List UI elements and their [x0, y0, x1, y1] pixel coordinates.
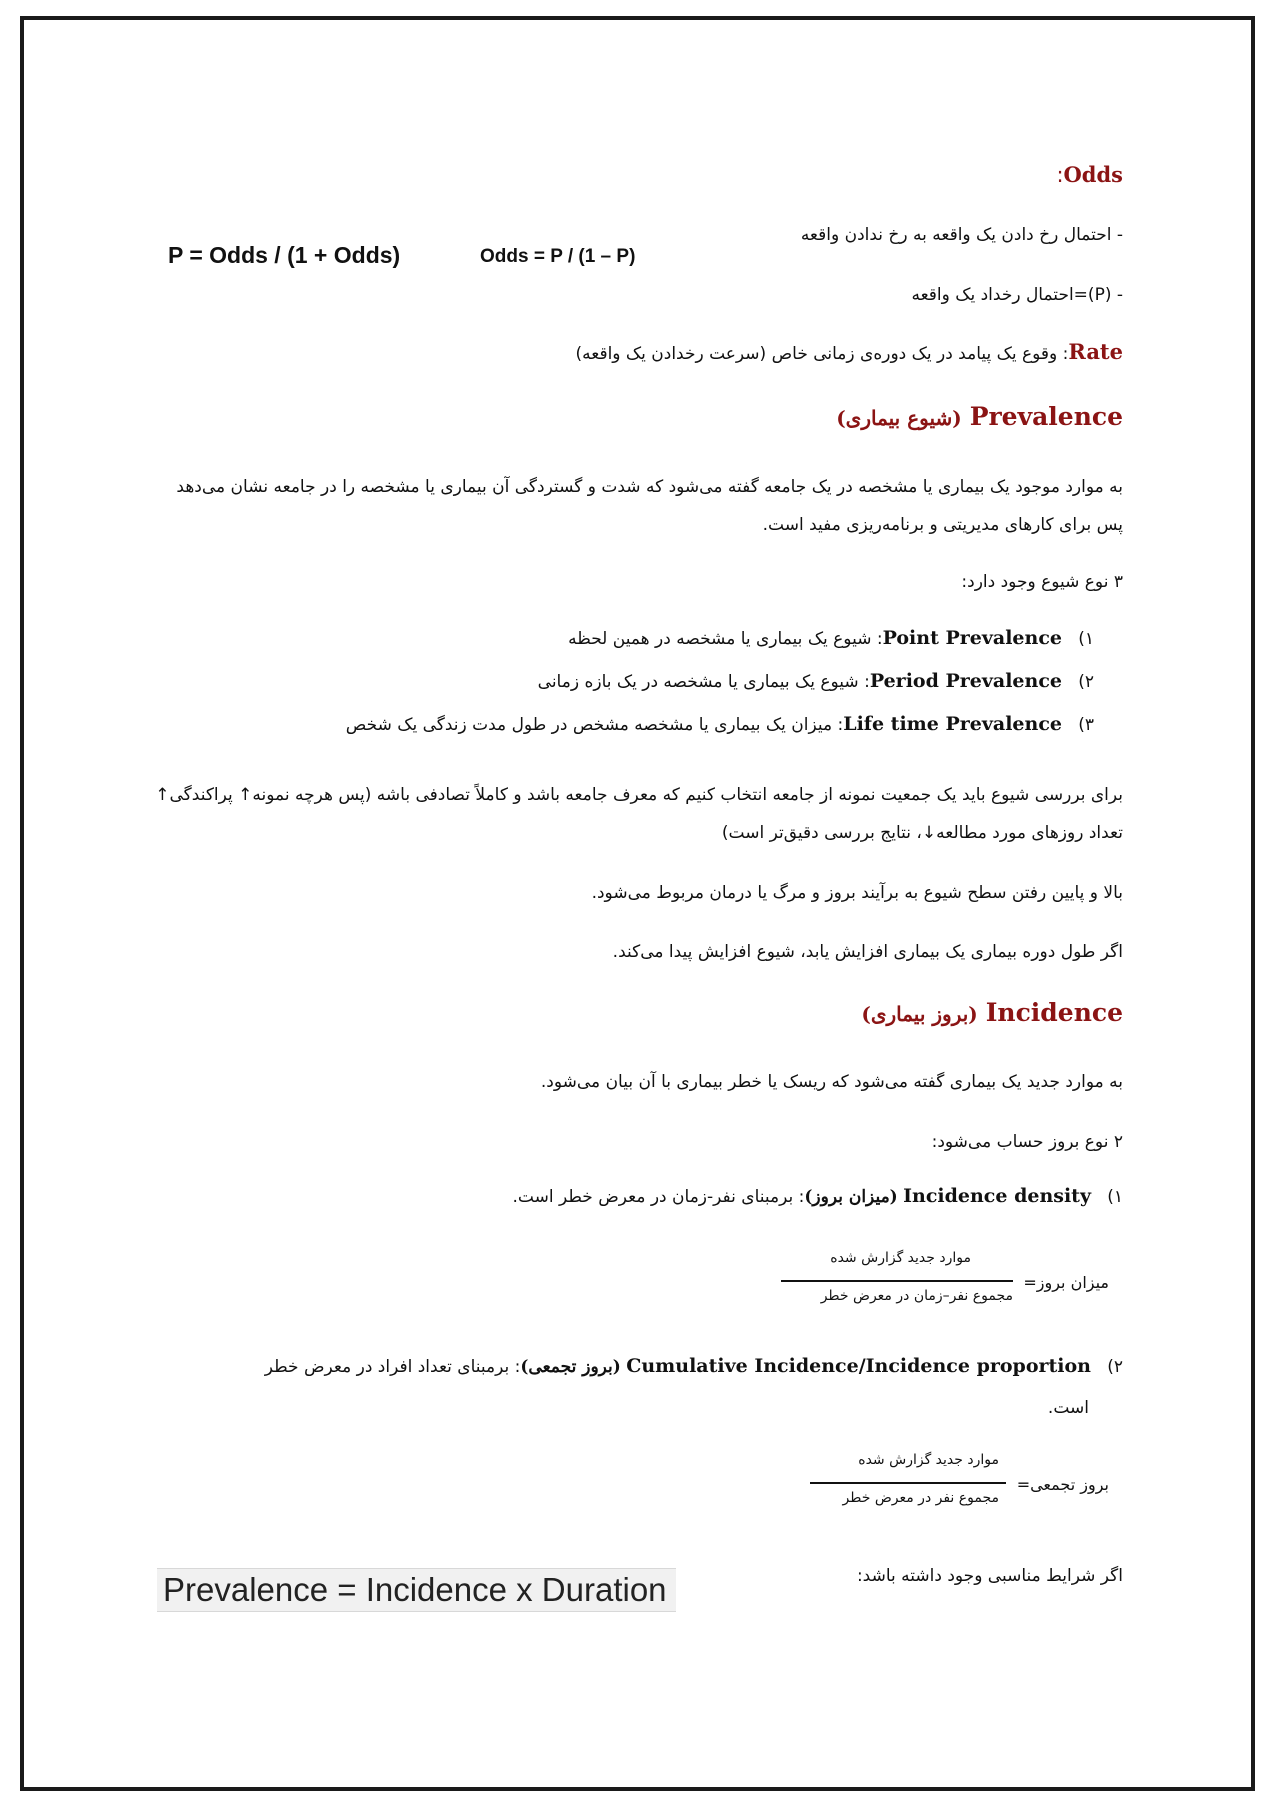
cumulative-incidence-formula — [809, 1447, 1109, 1517]
incidence-item-1 — [513, 1184, 1124, 1209]
prevalence-paragraph-2: برای بررسی شیوع باید یک جمعیت نمونه از جامعه انتخاب کنیم که معرف جامعه باشد و کاملاً تصادفی باشه (پس هرچه نمونه↑ پراکندگی↑ تعداد روزهای مورد مطالعه↓، نتایج بررسی دقیق‌تر است) — [155, 785, 1123, 843]
item-number: ۱) — [1078, 629, 1094, 649]
formula-denominator: مجموع نفر در معرض خطر — [842, 1490, 999, 1506]
incidence-types-intro: ۲ نوع بروز حساب می‌شود: — [931, 1132, 1123, 1152]
odds-formula-left: P = Odds / (1 + Odds) — [168, 242, 401, 268]
odds-line-2: - (P)=احتمال رخداد یک واقعه — [911, 285, 1123, 305]
incidence-density-formula — [779, 1245, 1109, 1315]
item-desc: : برمبنای تعداد افراد در معرض خطر — [264, 1357, 521, 1377]
incidence-heading — [861, 996, 1123, 1031]
prevalence-heading-en: Prevalence — [969, 402, 1123, 431]
item-term: Period Prevalence — [869, 670, 1062, 692]
item-number: ۱) — [1107, 1187, 1123, 1207]
item-number: ۲) — [1078, 672, 1094, 692]
item-term: Life time Prevalence — [843, 713, 1062, 735]
rate-text: : وقوع یک پیامد در یک دوره‌ی زمانی خاص (سرعت رخدادن یک واقعه) — [575, 344, 1069, 364]
prevalence-formula-box — [157, 1568, 676, 1612]
item-desc: : میزان یک بیماری یا مشخصه مشخص در طول مدت زندگی یک شخص — [345, 715, 844, 735]
odds-colon: : — [1056, 163, 1064, 187]
odds-formula-right: Odds = P / (1 – P) — [480, 246, 636, 267]
incidence-item-2-cont: است. — [1047, 1398, 1089, 1418]
item-desc: : شیوع یک بیماری یا مشخصه در یک بازه زمانی — [537, 672, 870, 692]
prevalence-type-item — [346, 712, 1094, 737]
incidence-heading-fa: (بروز بیماری) — [861, 1002, 978, 1026]
incidence-heading-en: Incidence — [985, 998, 1123, 1027]
relation-intro: اگر شرایط مناسبی وجود داشته باشد: — [856, 1566, 1123, 1586]
item-desc: : شیوع یک بیماری یا مشخصه در همین لحظه — [568, 629, 883, 649]
incidence-paragraph-1: به موارد جدید یک بیماری گفته می‌شود که ریسک یا خطر بیماری با آن بیان می‌شود. — [540, 1072, 1123, 1092]
formula-denominator: مجموع نفر–زمان در معرض خطر — [820, 1288, 1013, 1304]
item-term: Cumulative Incidence/Incidence proportion — [626, 1355, 1091, 1377]
item-term-fa: (میزان بروز) — [804, 1187, 898, 1207]
item-term: Point Prevalence — [882, 627, 1062, 649]
item-number: ۲) — [1107, 1357, 1123, 1377]
rate-term: Rate — [1068, 339, 1123, 364]
formula-numerator: موارد جدید گزارش شده — [858, 1452, 999, 1468]
formula-numerator: موارد جدید گزارش شده — [830, 1250, 971, 1266]
prevalence-type-item — [538, 669, 1094, 694]
item-term-fa: (بروز تجمعی) — [520, 1357, 621, 1377]
item-number: ۳) — [1078, 715, 1094, 735]
formula-label: بروز تجمعی= — [1016, 1475, 1109, 1494]
prevalence-paragraph-1: به موارد موجود یک بیماری یا مشخصه در یک جامعه گفته می‌شود که شدت و گستردگی آن بیماری یا مشخصه را در جامعه نشان می‌دهد پس برای کارهای مدیریتی و برنامه‌ریزی مفید است. — [176, 477, 1123, 535]
item-term: Incidence density — [903, 1185, 1091, 1207]
odds-heading — [1056, 161, 1123, 189]
prevalence-formula: Prevalence = Incidence x Duration — [163, 1571, 667, 1608]
prevalence-heading — [836, 400, 1123, 435]
odds-title: Odds — [1063, 162, 1123, 187]
prevalence-type-item — [568, 626, 1094, 651]
prevalence-types-intro: ۳ نوع شیوع وجود دارد: — [961, 572, 1123, 592]
prevalence-heading-fa: (شیوع بیماری) — [836, 406, 962, 430]
fraction-bar — [810, 1482, 1006, 1484]
rate-line — [576, 340, 1124, 366]
prevalence-paragraph-4: اگر طول دوره بیماری یک بیماری افزایش یابد، شیوع افزایش پیدا می‌کند. — [612, 942, 1123, 962]
fraction-bar — [781, 1280, 1013, 1282]
odds-line-1: - احتمال رخ دادن یک واقعه به رخ ندادن واقعه — [800, 225, 1123, 245]
prevalence-paragraph-3: بالا و پایین رفتن سطح شیوع به برآیند بروز و مرگ یا درمان مربوط می‌شود. — [591, 883, 1123, 903]
item-desc: : برمبنای نفر-زمان در معرض خطر است. — [512, 1187, 805, 1207]
incidence-item-2 — [265, 1354, 1123, 1379]
formula-label: میزان بروز= — [1023, 1273, 1109, 1292]
